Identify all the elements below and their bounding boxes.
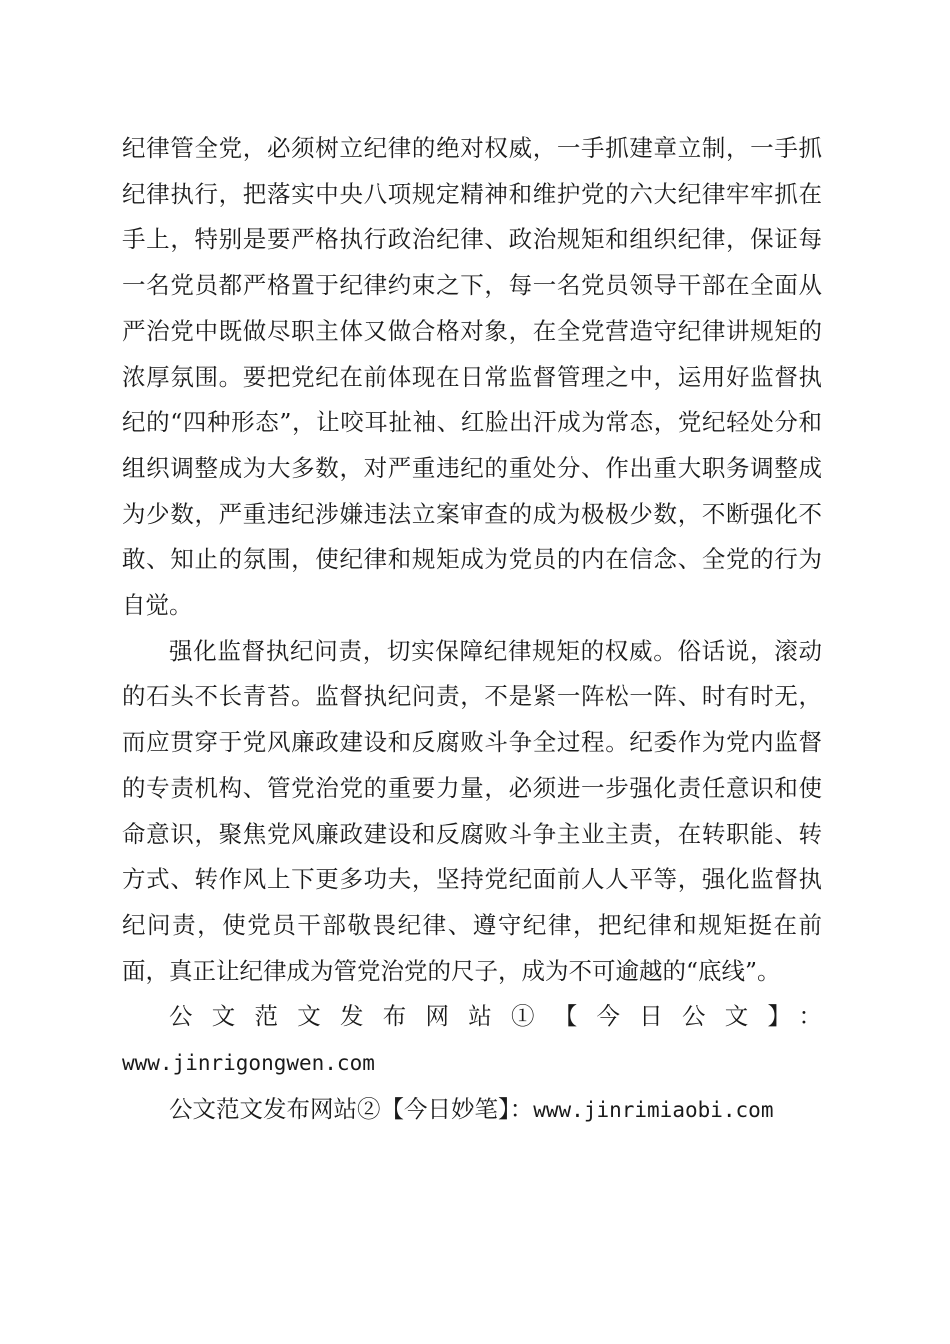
footer-site-2 (122, 1087, 822, 1134)
footer-site-1-label: 公文范文发布网站①【今日公文】： (169, 1002, 822, 1031)
footer-site-1-url[interactable]: www.jinrigongwen.com (122, 1051, 375, 1076)
footer-site-1-url-line (122, 1040, 822, 1087)
footer-site-2-url[interactable]: www.jinrimiaobi.com (533, 1097, 774, 1122)
footer-site-1 (122, 994, 822, 1040)
body-paragraph-1: 纪律管全党，必须树立纪律的绝对权威，一手抓建章立制，一手抓纪律执行，把落实中央八项规定精神和维护党的六大纪律牢牢抓在手上，特别是要严格执行政治纪律、政治规矩和组织纪律，保证每一名党员都严格置于纪律约束之下，每一名党员领导干部在全面从严治党中既做尽职主体又做合格对象，在全党营造守纪律讲规矩的浓厚氛围。要把党纪在前体现在日常监督管理之中，运用好监督执纪的“四种形态”，让咬耳扯袖、红脸出汗成为常态，党纪轻处分和组织调整成为大多数，对严重违纪的重处分、作出重大职务调整成为少数，严重违纪涉嫌违法立案审查的成为极极少数，不断强化不敢、知止的氛围，使纪律和规矩成为党员的内在信念、全党的行为自觉。 (122, 134, 822, 620)
footer-site-2-label: 公文范文发布网站②【今日妙笔】： (169, 1094, 534, 1123)
body-paragraph-2: 强化监督执纪问责，切实保障纪律规矩的权威。俗话说，滚动的石头不长青苔。监督执纪问责，不是紧一阵松一阵、时有时无，而应贯穿于党风廉政建设和反腐败斗争全过程。纪委作为党内监督的专责机构、管党治党的重要力量，必须进一步强化责任意识和使命意识，聚焦党风廉政建设和反腐败斗争主业主责，在转职能、转方式、转作风上下更多功夫，坚持党纪面前人人平等，强化监督执纪问责，使党员干部敬畏纪律、遵守纪律，把纪律和规矩挺在前面，真正让纪律成为管党治党的尺子，成为不可逾越的“底线”。 (122, 636, 822, 985)
document-page (122, 126, 822, 1133)
